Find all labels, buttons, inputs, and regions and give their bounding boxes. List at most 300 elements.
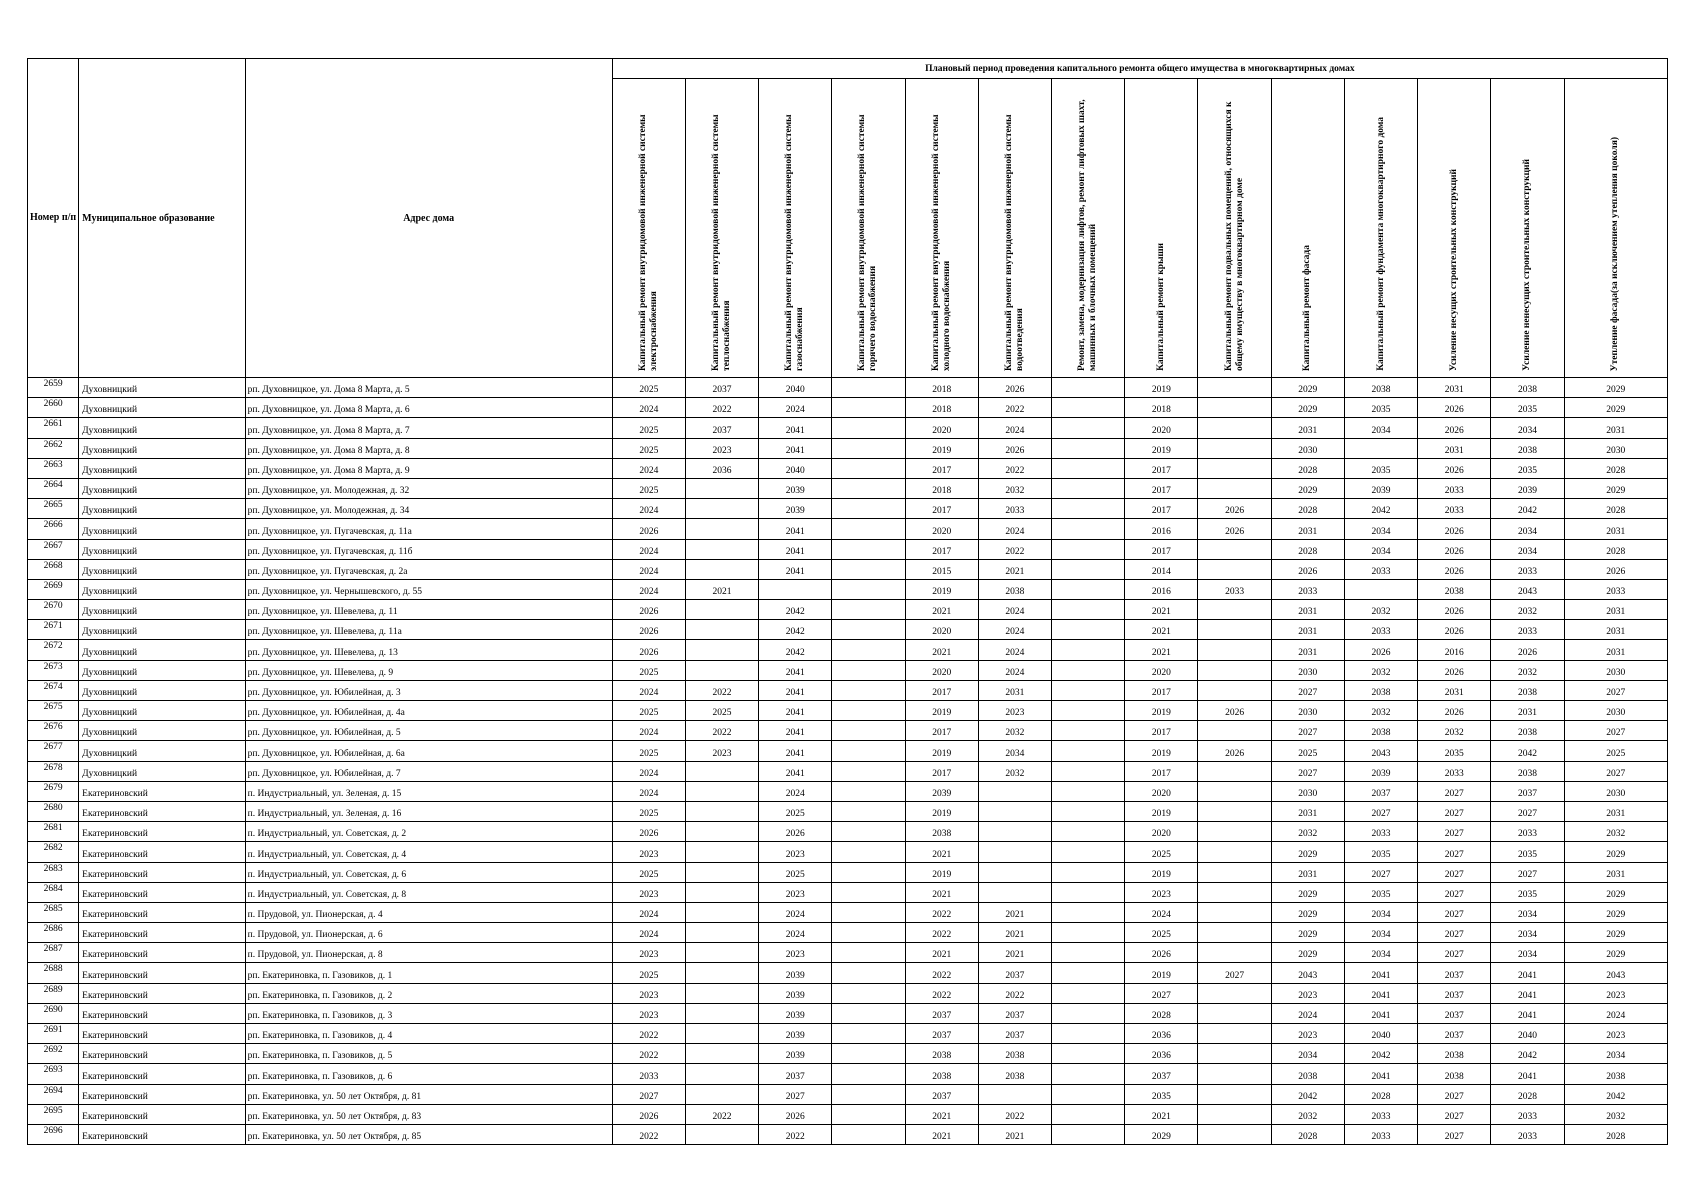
address-cell: п. Прудовой, ул. Пионерская, д. 4 <box>245 902 612 922</box>
header-work-type-label: Капитальный ремонт крыши <box>1155 243 1166 371</box>
year-cell: 2026 <box>612 1104 685 1124</box>
year-cell: 2038 <box>905 1064 978 1084</box>
table-row <box>28 398 1668 418</box>
header-work-type-label: Усиление несущих строительных конструкций <box>1448 168 1459 371</box>
year-cell: 2024 <box>978 640 1051 660</box>
year-cell: 2026 <box>612 519 685 539</box>
year-cell <box>832 801 905 821</box>
table-row <box>28 559 1668 579</box>
year-cell: 2031 <box>1564 801 1667 821</box>
year-cell: 2037 <box>1491 781 1564 801</box>
year-cell <box>685 1003 758 1023</box>
table-row <box>28 1104 1668 1124</box>
year-cell: 2026 <box>1125 943 1198 963</box>
year-cell <box>685 600 758 620</box>
year-cell: 2031 <box>1271 600 1344 620</box>
year-cell <box>832 398 905 418</box>
year-cell: 2025 <box>612 378 685 398</box>
year-cell: 2039 <box>1491 478 1564 498</box>
year-cell: 2024 <box>759 902 832 922</box>
year-cell: 2024 <box>612 680 685 700</box>
table-row <box>28 963 1668 983</box>
year-cell: 2025 <box>1125 923 1198 943</box>
year-cell: 2034 <box>1491 943 1564 963</box>
municipality-cell: Духовницкий <box>79 620 245 640</box>
year-cell: 2033 <box>1491 1104 1564 1124</box>
header-work-type <box>1125 79 1198 378</box>
year-cell: 2022 <box>685 1104 758 1124</box>
header-planned-period: Плановый период проведения капитального ремонта общего имущества в многоквартирных домах <box>612 59 1667 79</box>
address-cell: п. Индустриальный, ул. Зеленая, д. 16 <box>245 801 612 821</box>
row-number-cell: 2660 <box>28 398 79 418</box>
year-cell <box>832 943 905 963</box>
year-cell: 2021 <box>1125 640 1198 660</box>
year-cell: 2038 <box>1418 1044 1491 1064</box>
year-cell <box>1198 943 1271 963</box>
year-cell: 2021 <box>905 842 978 862</box>
table-header <box>28 59 1668 378</box>
year-cell: 2042 <box>1491 499 1564 519</box>
year-cell: 2034 <box>1344 902 1417 922</box>
year-cell: 2028 <box>1271 1124 1344 1144</box>
year-cell: 2035 <box>1491 398 1564 418</box>
year-cell <box>832 781 905 801</box>
municipality-cell: Духовницкий <box>79 418 245 438</box>
year-cell: 2022 <box>612 1024 685 1044</box>
year-cell <box>685 943 758 963</box>
year-cell <box>832 1024 905 1044</box>
year-cell: 2026 <box>1418 398 1491 418</box>
year-cell: 2027 <box>759 1084 832 1104</box>
year-cell <box>1052 660 1125 680</box>
year-cell: 2037 <box>759 1064 832 1084</box>
year-cell: 2031 <box>1418 438 1491 458</box>
header-work-type <box>1052 79 1125 378</box>
year-cell: 2041 <box>1344 1003 1417 1023</box>
year-cell: 2038 <box>1344 721 1417 741</box>
year-cell: 2034 <box>1271 1044 1344 1064</box>
header-work-type-label: Усиление ненесущих строительных конструкций <box>1521 159 1532 371</box>
row-number-cell: 2663 <box>28 458 79 478</box>
year-cell <box>1198 983 1271 1003</box>
table-row <box>28 741 1668 761</box>
address-cell: п. Индустриальный, ул. Зеленая, д. 15 <box>245 781 612 801</box>
header-work-type-label: Капитальный ремонт внутридомовой инженерной системы горячего водоснабжения <box>857 114 879 371</box>
year-cell <box>1052 963 1125 983</box>
year-cell: 2027 <box>612 1084 685 1104</box>
year-cell: 2029 <box>1564 923 1667 943</box>
year-cell: 2033 <box>1344 559 1417 579</box>
address-cell: рп. Екатериновка, п. Газовиков, д. 4 <box>245 1024 612 1044</box>
address-cell: рп. Духовницкое, ул. Чернышевского, д. 55 <box>245 579 612 599</box>
year-cell: 2017 <box>1125 721 1198 741</box>
year-cell <box>685 781 758 801</box>
year-cell: 2021 <box>1125 620 1198 640</box>
year-cell: 2041 <box>759 438 832 458</box>
row-number-cell: 2696 <box>28 1124 79 1144</box>
year-cell: 2039 <box>759 1024 832 1044</box>
year-cell: 2038 <box>1564 1064 1667 1084</box>
year-cell: 2039 <box>759 1003 832 1023</box>
year-cell: 2026 <box>759 1104 832 1124</box>
address-cell: рп. Екатериновка, п. Газовиков, д. 1 <box>245 963 612 983</box>
year-cell: 2040 <box>759 458 832 478</box>
municipality-cell: Духовницкий <box>79 438 245 458</box>
row-number-cell: 2669 <box>28 579 79 599</box>
year-cell: 2023 <box>1564 1024 1667 1044</box>
year-cell: 2040 <box>1344 1024 1417 1044</box>
year-cell: 2017 <box>905 458 978 478</box>
year-cell: 2017 <box>905 539 978 559</box>
address-cell: п. Прудовой, ул. Пионерская, д. 6 <box>245 923 612 943</box>
header-work-type <box>759 79 832 378</box>
header-work-type-label: Капитальный ремонт подвальных помещений, относящихся к общему имуществу в многоквартирном доме <box>1223 101 1245 371</box>
year-cell: 2033 <box>612 1064 685 1084</box>
year-cell: 2038 <box>1344 680 1417 700</box>
municipality-cell: Екатериновский <box>79 842 245 862</box>
year-cell: 2031 <box>1564 620 1667 640</box>
year-cell <box>1052 1104 1125 1124</box>
year-cell: 2042 <box>1491 1044 1564 1064</box>
table-row <box>28 801 1668 821</box>
year-cell: 2029 <box>1125 1124 1198 1144</box>
year-cell <box>1344 579 1417 599</box>
address-cell: п. Индустриальный, ул. Советская, д. 6 <box>245 862 612 882</box>
year-cell: 2021 <box>905 640 978 660</box>
year-cell <box>832 438 905 458</box>
year-cell: 2040 <box>1491 1024 1564 1044</box>
year-cell: 2020 <box>1125 822 1198 842</box>
table-body <box>28 378 1668 1145</box>
year-cell: 2041 <box>1491 1003 1564 1023</box>
year-cell <box>1052 923 1125 943</box>
year-cell <box>1198 822 1271 842</box>
year-cell: 2024 <box>612 781 685 801</box>
year-cell: 2037 <box>905 1024 978 1044</box>
row-number-cell: 2676 <box>28 721 79 741</box>
year-cell: 2034 <box>1344 519 1417 539</box>
year-cell: 2029 <box>1271 398 1344 418</box>
year-cell: 2026 <box>612 640 685 660</box>
year-cell: 2026 <box>1418 539 1491 559</box>
year-cell <box>1052 1064 1125 1084</box>
year-cell: 2043 <box>1491 579 1564 599</box>
year-cell <box>685 862 758 882</box>
header-work-type-label: Капитальный ремонт внутридомовой инженерной системы электроснабжения <box>637 114 659 371</box>
year-cell: 2024 <box>1125 902 1198 922</box>
year-cell: 2019 <box>1125 438 1198 458</box>
year-cell: 2025 <box>685 701 758 721</box>
year-cell: 2033 <box>1418 761 1491 781</box>
year-cell <box>1198 761 1271 781</box>
row-number-cell: 2681 <box>28 822 79 842</box>
year-cell: 2025 <box>612 438 685 458</box>
address-cell: рп. Духовницкое, ул. Шевелева, д. 11 <box>245 600 612 620</box>
year-cell: 2020 <box>1125 660 1198 680</box>
year-cell: 2027 <box>1198 963 1271 983</box>
year-cell <box>978 801 1051 821</box>
year-cell: 2022 <box>978 983 1051 1003</box>
year-cell: 2018 <box>1125 398 1198 418</box>
year-cell: 2024 <box>978 660 1051 680</box>
year-cell: 2027 <box>1418 801 1491 821</box>
year-cell: 2032 <box>978 721 1051 741</box>
year-cell <box>1052 600 1125 620</box>
year-cell <box>1198 923 1271 943</box>
year-cell <box>685 478 758 498</box>
year-cell: 2015 <box>905 559 978 579</box>
year-cell: 2029 <box>1271 842 1344 862</box>
year-cell: 2033 <box>978 499 1051 519</box>
row-number-cell: 2671 <box>28 620 79 640</box>
year-cell <box>832 822 905 842</box>
year-cell: 2038 <box>1271 1064 1344 1084</box>
year-cell <box>832 660 905 680</box>
header-municipality: Муниципальное образование <box>79 59 245 378</box>
year-cell <box>1198 1064 1271 1084</box>
year-cell: 2035 <box>1491 882 1564 902</box>
year-cell: 2037 <box>1418 1024 1491 1044</box>
year-cell <box>1198 478 1271 498</box>
year-cell <box>685 1084 758 1104</box>
year-cell <box>832 721 905 741</box>
year-cell: 2034 <box>1491 902 1564 922</box>
year-cell: 2029 <box>1564 378 1667 398</box>
year-cell: 2041 <box>759 680 832 700</box>
year-cell: 2029 <box>1564 943 1667 963</box>
year-cell: 2025 <box>759 862 832 882</box>
year-cell: 2037 <box>905 1003 978 1023</box>
year-cell <box>832 1064 905 1084</box>
year-cell: 2032 <box>1344 660 1417 680</box>
year-cell <box>685 1044 758 1064</box>
year-cell: 2042 <box>1344 1044 1417 1064</box>
year-cell: 2018 <box>905 398 978 418</box>
address-cell: п. Прудовой, ул. Пионерская, д. 8 <box>245 943 612 963</box>
address-cell: рп. Духовницкое, ул. Пугачевская, д. 11б <box>245 539 612 559</box>
year-cell: 2025 <box>612 701 685 721</box>
capital-repair-schedule-table <box>27 58 1668 1145</box>
table-row <box>28 862 1668 882</box>
municipality-cell: Духовницкий <box>79 579 245 599</box>
year-cell: 2038 <box>1491 378 1564 398</box>
year-cell: 2028 <box>1271 499 1344 519</box>
year-cell: 2033 <box>1418 499 1491 519</box>
year-cell: 2020 <box>905 418 978 438</box>
year-cell: 2017 <box>1125 458 1198 478</box>
table-row <box>28 943 1668 963</box>
year-cell <box>1198 680 1271 700</box>
address-cell: рп. Духовницкое, ул. Шевелева, д. 11а <box>245 620 612 640</box>
municipality-cell: Духовницкий <box>79 458 245 478</box>
year-cell: 2028 <box>1564 1124 1667 1144</box>
year-cell: 2026 <box>612 822 685 842</box>
year-cell: 2042 <box>1564 1084 1667 1104</box>
year-cell: 2037 <box>978 1003 1051 1023</box>
municipality-cell: Духовницкий <box>79 539 245 559</box>
year-cell: 2034 <box>1344 923 1417 943</box>
municipality-cell: Екатериновский <box>79 862 245 882</box>
year-cell: 2027 <box>1418 923 1491 943</box>
row-number-cell: 2666 <box>28 519 79 539</box>
address-cell: рп. Духовницкое, ул. Юбилейная, д. 5 <box>245 721 612 741</box>
year-cell: 2019 <box>1125 378 1198 398</box>
year-cell: 2018 <box>905 478 978 498</box>
year-cell: 2028 <box>1344 1084 1417 1104</box>
year-cell: 2027 <box>1344 801 1417 821</box>
table-row <box>28 539 1668 559</box>
address-cell: рп. Духовницкое, ул. Молодежная, д. 32 <box>245 478 612 498</box>
year-cell <box>1052 822 1125 842</box>
year-cell: 2028 <box>1271 539 1344 559</box>
year-cell: 2039 <box>759 478 832 498</box>
year-cell <box>685 620 758 640</box>
year-cell: 2037 <box>1125 1064 1198 1084</box>
year-cell: 2016 <box>1418 640 1491 660</box>
header-work-type-label: Капитальный ремонт внутридомовой инженерной системы теплоснабжения <box>711 114 733 371</box>
year-cell: 2034 <box>1344 943 1417 963</box>
year-cell <box>1198 1024 1271 1044</box>
year-cell: 2033 <box>1271 579 1344 599</box>
year-cell: 2019 <box>1125 801 1198 821</box>
year-cell: 2033 <box>1198 579 1271 599</box>
year-cell: 2034 <box>1344 418 1417 438</box>
year-cell: 2022 <box>905 963 978 983</box>
table-row <box>28 983 1668 1003</box>
year-cell: 2017 <box>1125 761 1198 781</box>
year-cell: 2024 <box>1564 1003 1667 1023</box>
year-cell: 2031 <box>1271 640 1344 660</box>
year-cell <box>1052 943 1125 963</box>
year-cell: 2041 <box>759 701 832 721</box>
year-cell: 2023 <box>759 842 832 862</box>
year-cell <box>832 579 905 599</box>
municipality-cell: Духовницкий <box>79 559 245 579</box>
address-cell: рп. Екатериновка, ул. 50 лет Октября, д. 85 <box>245 1124 612 1144</box>
year-cell: 2032 <box>1564 822 1667 842</box>
year-cell: 2031 <box>1564 862 1667 882</box>
year-cell: 2025 <box>612 418 685 438</box>
year-cell <box>685 822 758 842</box>
year-cell: 2027 <box>1418 902 1491 922</box>
year-cell: 2029 <box>1564 398 1667 418</box>
year-cell: 2035 <box>1418 741 1491 761</box>
year-cell: 2027 <box>1418 862 1491 882</box>
year-cell: 2035 <box>1344 842 1417 862</box>
year-cell <box>832 842 905 862</box>
table-row <box>28 458 1668 478</box>
year-cell: 2021 <box>1125 600 1198 620</box>
year-cell: 2043 <box>1564 963 1667 983</box>
table-row <box>28 761 1668 781</box>
address-cell: рп. Екатериновка, п. Газовиков, д. 2 <box>245 983 612 1003</box>
year-cell <box>978 882 1051 902</box>
year-cell: 2022 <box>978 1104 1051 1124</box>
year-cell: 2024 <box>612 559 685 579</box>
year-cell: 2027 <box>1491 862 1564 882</box>
year-cell <box>1198 842 1271 862</box>
year-cell <box>1052 680 1125 700</box>
year-cell: 2021 <box>978 943 1051 963</box>
year-cell: 2030 <box>1564 438 1667 458</box>
year-cell: 2038 <box>1491 761 1564 781</box>
address-cell: рп. Духовницкое, ул. Шевелева, д. 13 <box>245 640 612 660</box>
year-cell: 2021 <box>905 1104 978 1124</box>
year-cell: 2024 <box>612 579 685 599</box>
year-cell <box>1198 862 1271 882</box>
year-cell: 2036 <box>1125 1024 1198 1044</box>
municipality-cell: Духовницкий <box>79 741 245 761</box>
year-cell: 2027 <box>1418 1124 1491 1144</box>
year-cell: 2024 <box>612 499 685 519</box>
year-cell: 2024 <box>759 781 832 801</box>
year-cell <box>1052 418 1125 438</box>
year-cell: 2025 <box>612 741 685 761</box>
row-number-cell: 2694 <box>28 1084 79 1104</box>
year-cell: 2026 <box>1564 559 1667 579</box>
year-cell: 2037 <box>905 1084 978 1104</box>
year-cell <box>685 660 758 680</box>
municipality-cell: Екатериновский <box>79 963 245 983</box>
year-cell <box>1052 1044 1125 1064</box>
year-cell <box>1198 438 1271 458</box>
table-row <box>28 882 1668 902</box>
municipality-cell: Екатериновский <box>79 781 245 801</box>
year-cell: 2016 <box>1125 519 1198 539</box>
year-cell <box>1052 438 1125 458</box>
year-cell: 2031 <box>1271 620 1344 640</box>
year-cell: 2019 <box>905 579 978 599</box>
year-cell: 2027 <box>1271 761 1344 781</box>
row-number-cell: 2668 <box>28 559 79 579</box>
year-cell <box>978 822 1051 842</box>
year-cell: 2025 <box>612 478 685 498</box>
year-cell: 2014 <box>1125 559 1198 579</box>
year-cell: 2043 <box>1271 963 1344 983</box>
address-cell: рп. Духовницкое, ул. Дома 8 Марта, д. 6 <box>245 398 612 418</box>
year-cell: 2017 <box>1125 539 1198 559</box>
table-row <box>28 1024 1668 1044</box>
year-cell: 2031 <box>1564 519 1667 539</box>
year-cell <box>832 761 905 781</box>
year-cell <box>832 559 905 579</box>
year-cell: 2041 <box>759 418 832 438</box>
year-cell: 2039 <box>1344 761 1417 781</box>
row-number-cell: 2659 <box>28 378 79 398</box>
year-cell: 2025 <box>1125 842 1198 862</box>
year-cell: 2038 <box>1491 721 1564 741</box>
municipality-cell: Духовницкий <box>79 640 245 660</box>
year-cell: 2021 <box>978 923 1051 943</box>
header-work-type-label: Капитальный ремонт фундамента многоквартирного дома <box>1375 117 1386 371</box>
year-cell: 2041 <box>759 660 832 680</box>
year-cell: 2034 <box>978 741 1051 761</box>
municipality-cell: Екатериновский <box>79 822 245 842</box>
year-cell <box>832 478 905 498</box>
table-row <box>28 701 1668 721</box>
municipality-cell: Екатериновский <box>79 882 245 902</box>
year-cell: 2037 <box>978 1024 1051 1044</box>
year-cell: 2029 <box>1271 943 1344 963</box>
year-cell <box>832 499 905 519</box>
year-cell: 2023 <box>612 1003 685 1023</box>
table-row <box>28 600 1668 620</box>
year-cell: 2026 <box>1418 559 1491 579</box>
municipality-cell: Екатериновский <box>79 923 245 943</box>
year-cell <box>1198 781 1271 801</box>
municipality-cell: Екатериновский <box>79 902 245 922</box>
year-cell: 2019 <box>905 862 978 882</box>
